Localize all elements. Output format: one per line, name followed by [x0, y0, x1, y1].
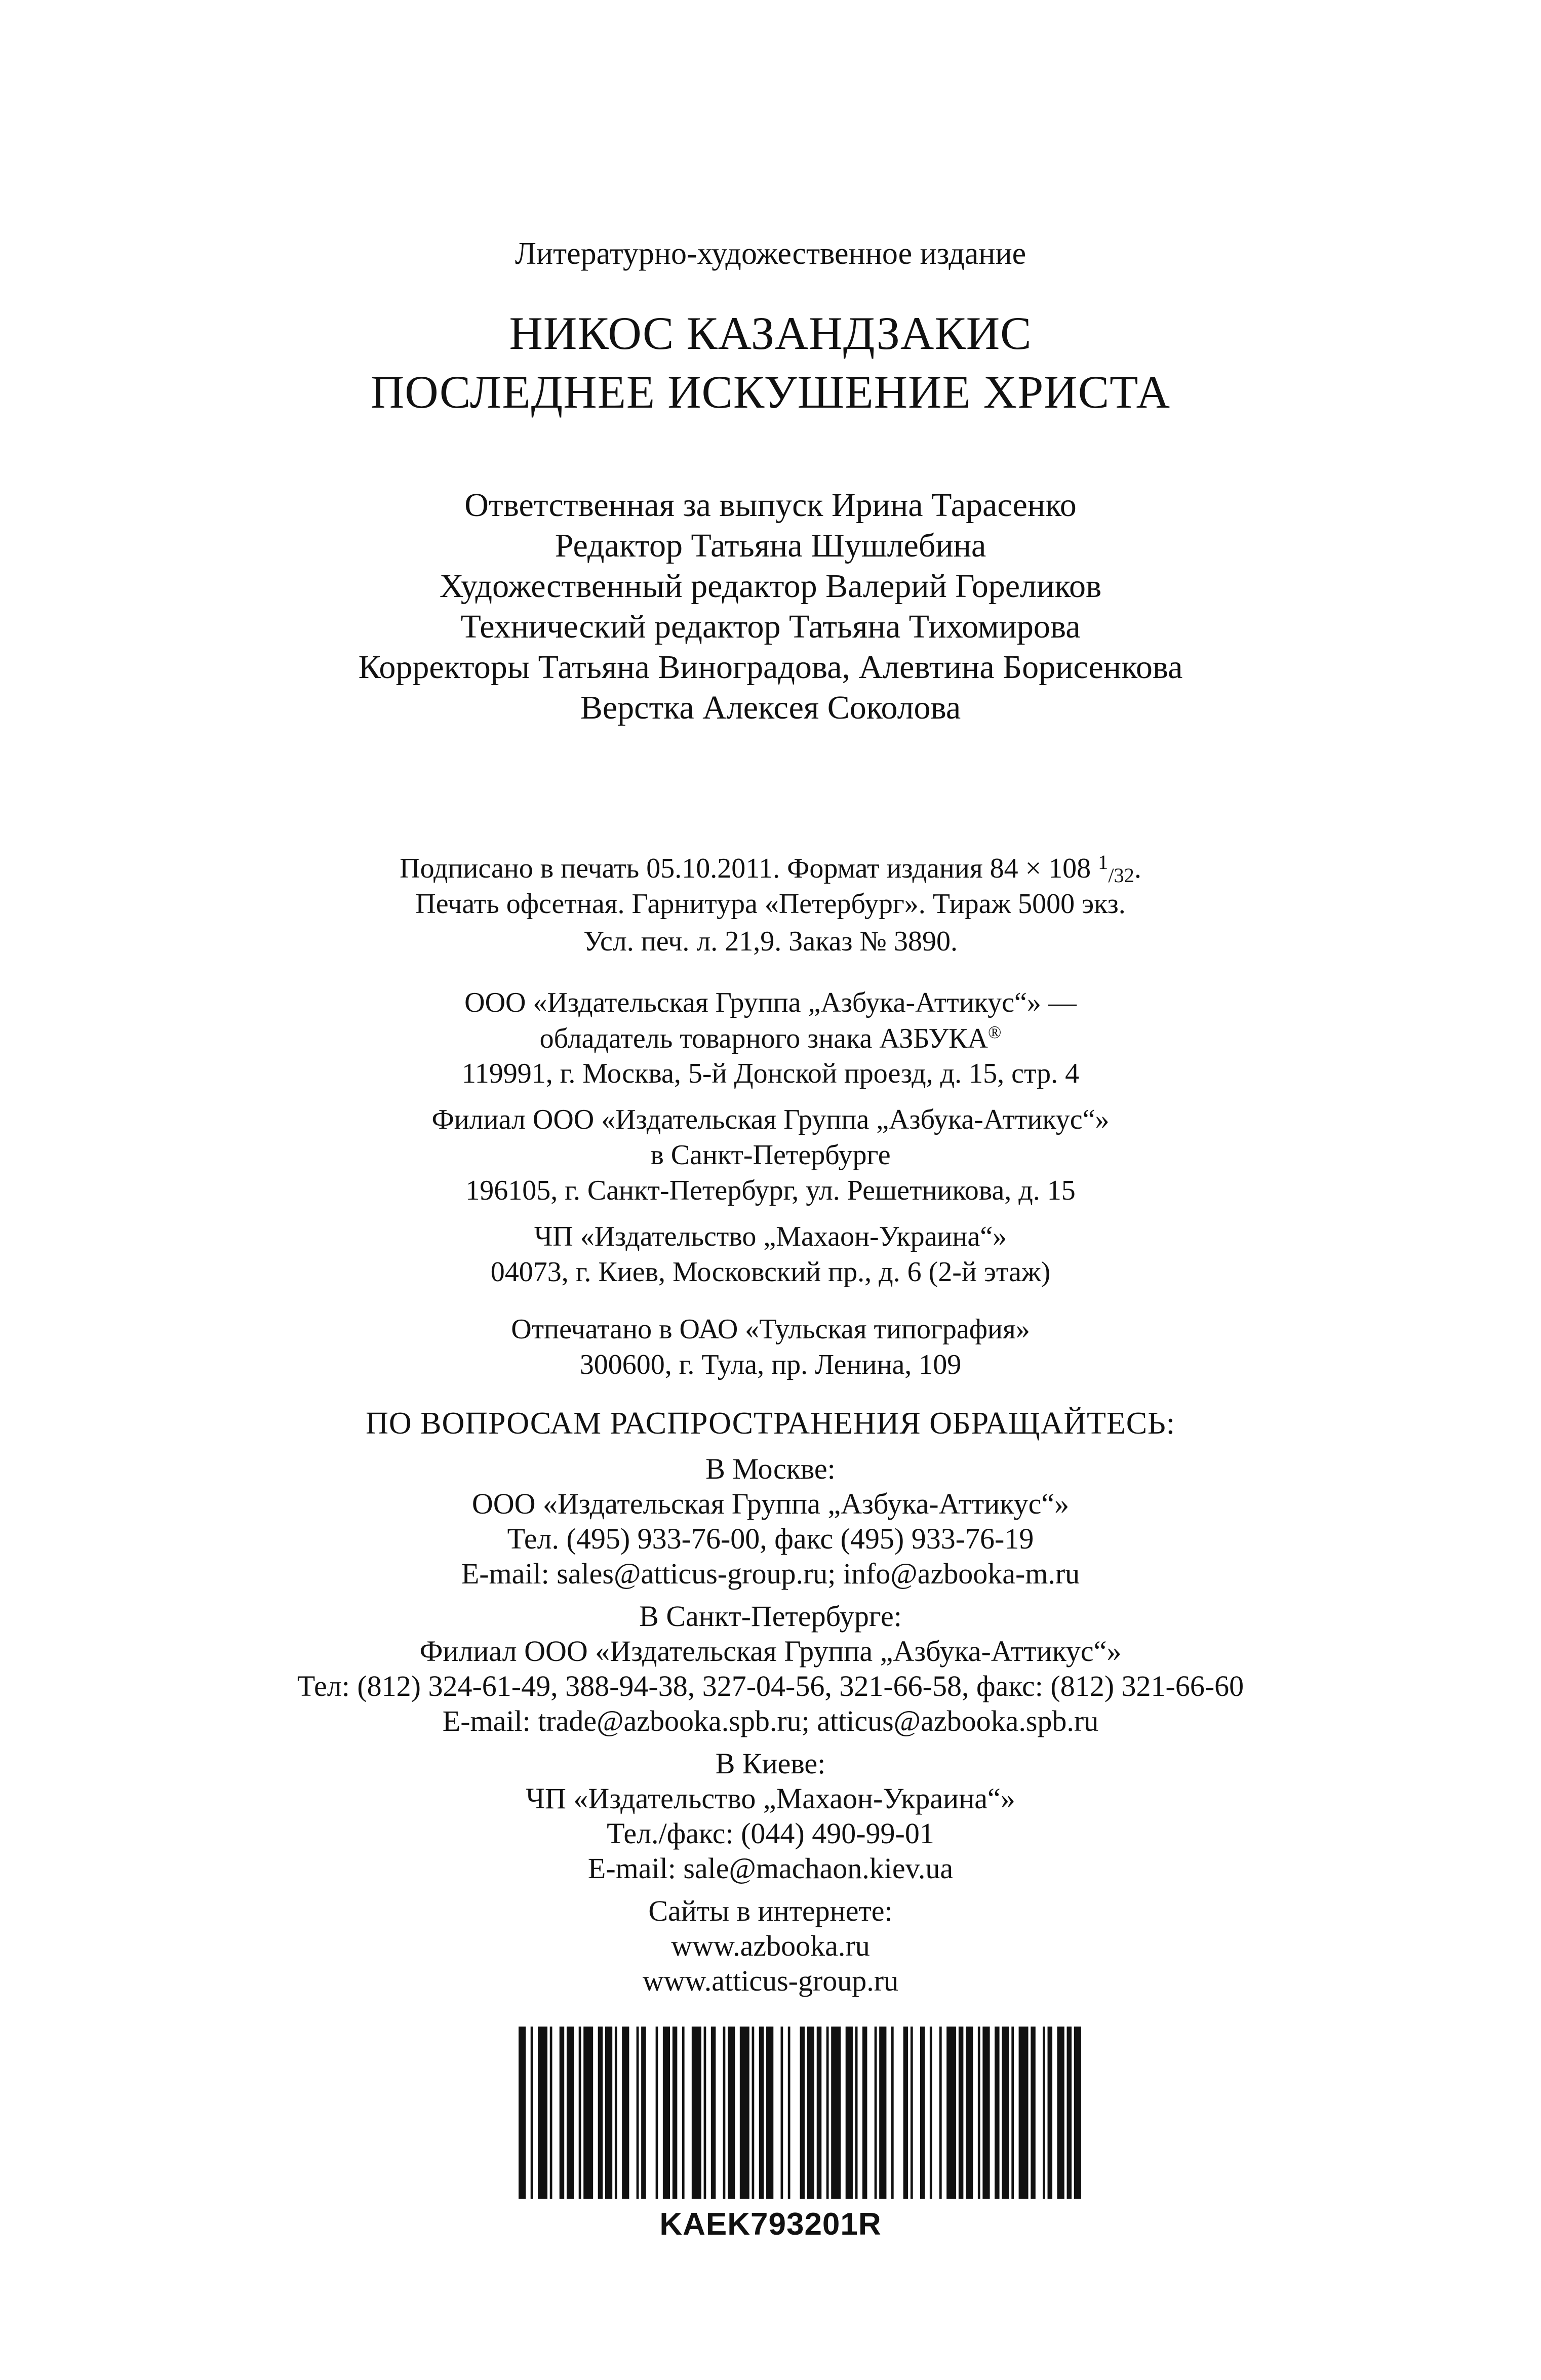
- moscow-company: ООО «Издательская Группа „Азбука-Аттикус“»: [471, 1487, 1070, 1520]
- barcode-bar: [656, 2027, 658, 2199]
- barcode-bar: [550, 2027, 552, 2199]
- barcode-bar: [875, 2027, 877, 2199]
- barcode-bar: [622, 2027, 629, 2199]
- credit-line: Корректоры Татьяна Виноградова, Алевтина Борисенкова: [358, 649, 1183, 686]
- printer-address: 300600, г. Тула, пр. Ленина, 109: [579, 1349, 962, 1380]
- barcode-bar: [855, 2027, 858, 2199]
- barcode-bar: [800, 2027, 805, 2199]
- barcode-bar: [959, 2027, 964, 2199]
- barcode-bar: [939, 2027, 942, 2199]
- barcode-bar: [891, 2027, 894, 2199]
- barcode-bar: [846, 2027, 853, 2199]
- barcode-bar: [1074, 2027, 1081, 2199]
- spb-email: E-mail: trade@azbooka.spb.ru; atticus@azbooka.spb.ru: [442, 1704, 1099, 1737]
- ukraine-publisher-address: 04073, г. Киев, Московский пр., д. 6 (2-й этаж): [490, 1256, 1051, 1288]
- credit-line: Верстка Алексея Соколова: [580, 689, 961, 726]
- barcode-bar: [1002, 2027, 1009, 2199]
- barcode-bar: [995, 2027, 1000, 2199]
- barcode-bar: [862, 2027, 867, 2199]
- moscow-city: В Москве:: [705, 1452, 836, 1485]
- kiev-company: ЧП «Издательство „Махаон-Украина“»: [526, 1782, 1015, 1815]
- barcode-bar: [711, 2027, 716, 2199]
- spb-company: Филиал ООО «Издательская Группа „Азбука-Аттикус“»: [419, 1635, 1122, 1668]
- barcode-bar: [579, 2027, 581, 2199]
- barcode-bar: [966, 2027, 973, 2199]
- barcode-bar: [879, 2027, 886, 2199]
- print-info-line-3: Усл. печ. л. 21,9. Заказ № 3890.: [583, 926, 958, 957]
- barcode-bar: [567, 2027, 574, 2199]
- barcode-bar: [1048, 2027, 1053, 2199]
- barcode-bar: [826, 2027, 829, 2199]
- barcode-bar: [946, 2027, 956, 2199]
- barcode-bar: [531, 2027, 533, 2199]
- barcode-bar: [807, 2027, 814, 2199]
- barcode-bar: [978, 2027, 980, 2199]
- kiev-phone: Тел./факс: (044) 490-99-01: [607, 1817, 934, 1850]
- barcode-bar: [911, 2027, 913, 2199]
- barcode-bar: [538, 2027, 547, 2199]
- site-link-atticus[interactable]: www.atticus-group.ru: [642, 1964, 899, 1997]
- credit-line: Технический редактор Татьяна Тихомирова: [460, 608, 1081, 645]
- printer-line: Отпечатано в ОАО «Тульская типография»: [511, 1314, 1030, 1345]
- barcode-bar: [692, 2027, 701, 2199]
- spb-phone: Тел: (812) 324-61-49, 388-94-38, 327-04-56, 321-66-58, факс: (812) 321-66-60: [297, 1670, 1244, 1702]
- barcode-bar: [759, 2027, 764, 2199]
- barcode-bar: [704, 2027, 706, 2199]
- publisher-line-2: обладатель товарного знака АЗБУКА®: [539, 1022, 1002, 1055]
- barcode-bar: [723, 2027, 726, 2199]
- barcode-bar: [728, 2027, 735, 2199]
- barcode-bar: [1067, 2027, 1072, 2199]
- barcode-bar: [519, 2027, 526, 2199]
- distribution-heading: ПО ВОПРОСАМ РАСПРОСТРАНЕНИЯ ОБРАЩАЙТЕСЬ:: [366, 1406, 1175, 1441]
- barcode-bar: [1031, 2027, 1036, 2199]
- book-author: НИКОС КАЗАНДЗАКИС: [509, 307, 1032, 359]
- moscow-email: E-mail: sales@atticus-group.ru; info@azbooka-m.ru: [461, 1557, 1080, 1590]
- barcode-bar: [930, 2027, 932, 2199]
- sites-heading: Сайты в интернете:: [648, 1894, 893, 1927]
- publisher-line-1: ООО «Издательская Группа „Азбука-Аттикус“» —: [464, 987, 1077, 1018]
- barcode-bar: [752, 2027, 755, 2199]
- print-info-line-2: Печать офсетная. Гарнитура «Петербург». Тираж 5000 экз.: [415, 888, 1126, 920]
- barcode-bar: [663, 2027, 670, 2199]
- barcode-bar: [641, 2027, 646, 2199]
- barcode-bar: [583, 2027, 593, 2199]
- credit-line: Ответственная за выпуск Ирина Тарасенко: [464, 487, 1077, 524]
- barcode-bar: [766, 2027, 773, 2199]
- barcode-bar: [1011, 2027, 1014, 2199]
- barcode-bar: [817, 2027, 822, 2199]
- site-link-azbooka[interactable]: www.azbooka.ru: [671, 1929, 870, 1962]
- barcode-bar: [1057, 2027, 1064, 2199]
- barcode-bar: [637, 2027, 639, 2199]
- barcode-bar: [831, 2027, 841, 2199]
- print-info-line-1: Подписано в печать 05.10.2011. Формат издания 84 × 108 $^1$/32.: [400, 851, 1141, 887]
- kiev-email: E-mail: sale@machaon.kiev.ua: [587, 1852, 954, 1885]
- credit-line: Художественный редактор Валерий Гореликов: [439, 568, 1102, 605]
- barcode-bar: [1043, 2027, 1045, 2199]
- barcode-bar: [903, 2027, 908, 2199]
- edition-type: Литературно-художественное издание: [515, 236, 1026, 271]
- barcode-bar: [1019, 2027, 1029, 2199]
- barcode-bar: [740, 2027, 749, 2199]
- book-title: ПОСЛЕДНЕЕ ИСКУШЕНИЕ ХРИСТА: [370, 366, 1171, 418]
- barcode-bar: [605, 2027, 612, 2199]
- barcode-bar: [560, 2027, 565, 2199]
- barcode-bar: [673, 2027, 678, 2199]
- spb-city: В Санкт-Петербурге:: [639, 1600, 902, 1633]
- barcode-bar: [788, 2027, 791, 2199]
- barcode-number: KAEK793201R: [659, 2207, 882, 2242]
- barcode-bar: [598, 2027, 603, 2199]
- barcode-bar: [682, 2027, 685, 2199]
- barcode-image: [519, 2027, 1091, 2199]
- publisher-address: 119991, г. Москва, 5-й Донской проезд, д. 15, стр. 4: [461, 1058, 1080, 1089]
- kiev-city: В Киеве:: [715, 1747, 826, 1780]
- ukraine-publisher-line: ЧП «Издательство „Махаон-Украина“»: [534, 1221, 1007, 1252]
- barcode-bar: [982, 2027, 990, 2199]
- branch-address: 196105, г. Санкт-Петербург, ул. Решетникова, д. 15: [465, 1175, 1076, 1206]
- barcode-bar: [615, 2027, 617, 2199]
- branch-line-1: Филиал ООО «Издательская Группа „Азбука-Аттикус“»: [431, 1104, 1110, 1135]
- credit-line: Редактор Татьяна Шушлебина: [555, 527, 986, 564]
- barcode-bar: [920, 2027, 925, 2199]
- branch-line-2: в Санкт-Петербурге: [650, 1139, 891, 1171]
- moscow-phone: Тел. (495) 933-76-00, факс (495) 933-76-19: [507, 1522, 1034, 1555]
- barcode-bar: [781, 2027, 783, 2199]
